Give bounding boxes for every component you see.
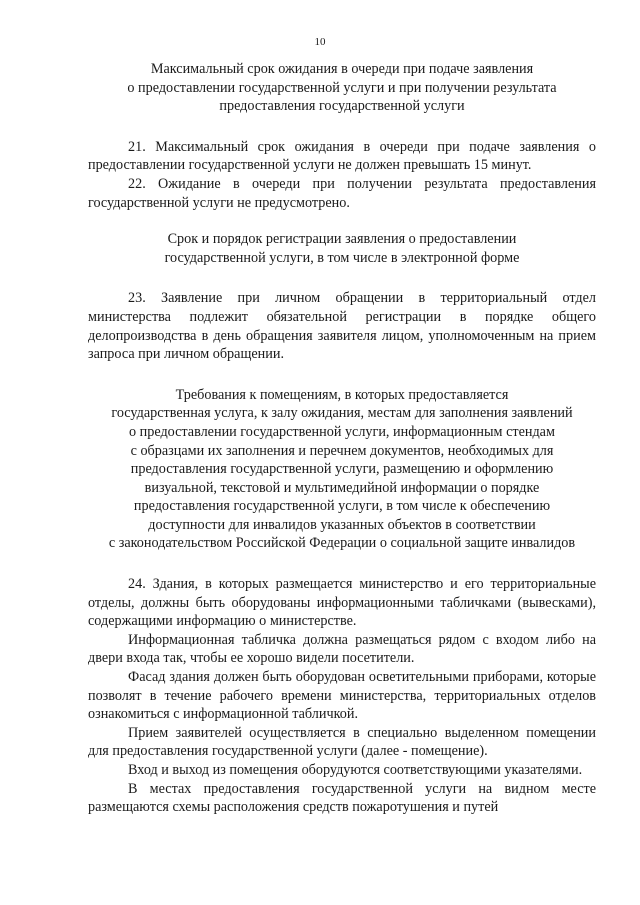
paragraph: 22. Ожидание в очереди при получении результата предоставления государственной услуги не предусмотрено. [88,175,596,211]
paragraph: Информационная табличка должна размещаться рядом с входом либо на двери входа так, чтобы ее хорошо видели посетители. [88,631,596,667]
paragraph: Прием заявителей осуществляется в специально выделенном помещении для предоставления государственной услуги (далее - помещение). [88,724,596,760]
section-heading: Срок и порядок регистрации заявления о предоставлении государственной услуги, в том числе в электронной форме [164,231,520,266]
paragraph: 23. Заявление при личном обращении в территориальный отдел министерства подлежит обязательной регистрации в порядке общего делопроизводства в день обращения заявителя лицом, уполномоченным на прием запроса при личном обращении. [88,290,596,363]
paragraph: 21. Максимальный срок ожидания в очереди при подаче заявления о предоставлении государственной услуги не должен превышать 15 минут. [88,138,596,174]
page-number: 10 [314,36,326,48]
document-body [88,60,596,817]
section-heading: Требования к помещениям, в которых предоставляется государственная услуга, к залу ожидания, местам для заполнения заявлений о предоставлении государственной услуги, информационным стендам с образцами их заполнения и перечнем документов, необходимых для предоставления государственной услуги, размещению и оформлению визуальной, текстовой и мультимедийной информации о порядке предоставления государственной услуги, в том числе к обеспечению доступности для инвалидов указанных объектов в соответствии с законодательством Российской Федерации о социальной защите инвалидов [108,386,576,552]
section-heading: Максимальный срок ожидания в очереди при подаче заявления о предоставлении государственной услуги и при получении результата предоставления государственной услуги [127,61,557,115]
paragraph: В местах предоставления государственной услуги на видном месте размещаются схемы расположения средств пожаротушения и путей [88,780,596,816]
paragraph: 24. Здания, в которых размещается министерство и его территориальные отделы, должны быть оборудованы информационными табличками (вывесками), содержащими информацию о министерстве. [88,576,596,630]
paragraph: Фасад здания должен быть оборудован осветительными приборами, которые позволят в течение рабочего времени министерства, территориальных отделов ознакомиться с информационной табличкой. [88,669,596,723]
paragraph: Вход и выход из помещения оборудуются соответствующими указателями. [128,762,583,778]
